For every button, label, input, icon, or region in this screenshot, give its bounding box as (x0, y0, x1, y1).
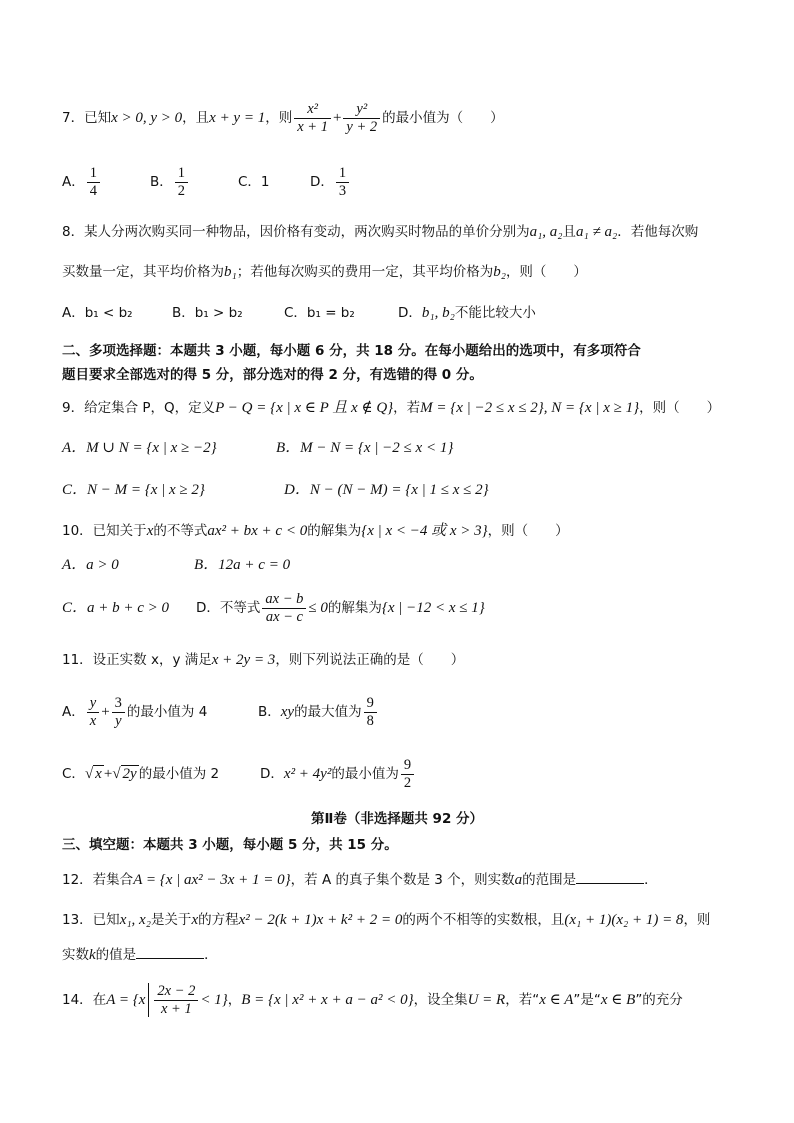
q7-options (62, 162, 754, 202)
q7-then: ，则 (265, 110, 293, 126)
q8-option-b: B．b₁ > b₂ (172, 305, 243, 321)
q9-options-cd (62, 480, 754, 500)
q9-option-d: D．N − (N − M) = {x | 1 ≤ x ≤ 2} (284, 482, 489, 498)
q7-equation: x + y = 1 (209, 110, 266, 126)
q10-option-c: C．a + b + c > 0 (62, 600, 170, 616)
q8-option-c: C．b₁ = b₂ (284, 305, 355, 321)
q11-option-c: C．√ x +√ 2y 的最小值为 2 (62, 766, 220, 782)
q10-option-b: B．12a + c = 0 (194, 557, 291, 573)
question-11: 11．设正实数 x，y 满足x + 2y = 3，则下列说法正确的是（ ） (62, 652, 465, 668)
q9-option-b: B．M − N = {x | −2 ≤ x < 1} (276, 440, 454, 456)
q9-option-a: A．M ∪ N = {x | x ≥ −2} (62, 440, 217, 456)
q11-options-cd (62, 754, 754, 794)
section-2-heading-line-2: 题目要求全部选对的得 5 分，部分选对的得 2 分，有选错的得 0 分。 (62, 367, 483, 383)
q7-option-c: C．1 (238, 174, 270, 190)
q11-option-d: D．x² + 4y²的最小值为 $\frac{9}{2}$ (260, 754, 416, 794)
q11-option-a: A． $\frac{y}{x}$ + $\frac{3}{y}$ 的最小值为 4 (62, 694, 208, 729)
question-10: 10．已知关于x的不等式ax² + bx + c < 0的解集为{x | x < −4 或 x > 3}，则（ ） (62, 523, 569, 539)
q10-option-a: A．a > 0 (62, 557, 119, 573)
question-8-line-1: 8．某人分两次购买同一种物品，因价格有变动，两次购买时物品的单价分别为a₁, a₂且a₁ ≠ a₂．若他每次购 (62, 224, 699, 240)
section-2-heading-line-1: 二、多项选择题：本题共 3 小题，每小题 6 分，共 18 分。在每小题给出的选项中，有多项符合 (62, 343, 641, 359)
q10-option-d: D．不等式 $\frac{ax - b}{ax - c}$ ≤ 0的解集为{x | −12 < x ≤ 1} (196, 590, 485, 625)
q8-option-a: A．b₁ < b₂ (62, 305, 133, 321)
question-7 (62, 98, 754, 138)
q8-option-d: D．b₁, b₂不能比较大小 (398, 305, 536, 321)
q7-plus: + (332, 110, 342, 126)
q7-fraction-2: $\frac{\text{y²}}{y + 2}$ (343, 101, 380, 136)
q10-options-cd (62, 588, 754, 628)
q8-options (62, 303, 754, 323)
q11-options-ab (62, 692, 754, 732)
question-13-line-2: 实数k的值是 ． (62, 944, 754, 965)
question-12: 12．若集合A = {x | ax² − 3x + 1 = 0}，若 A 的真子集个数是 3 个，则实数a的范围是 ． (62, 869, 754, 890)
q11-option-b: B．xy的最大值为 $\frac{9}{8}$ (258, 692, 379, 732)
q7-tail: 的最小值为（ ） (382, 110, 504, 126)
q9-options-ab (62, 438, 754, 458)
q12-answer-blank[interactable] (576, 869, 644, 884)
q7-lead: 7．已知 (62, 110, 112, 126)
question-9: 9．给定集合 P，Q，定义P − Q = {x | x ∈ P 且 x ∉ Q}，若M = {x | −2 ≤ x ≤ 2}, N = {x | x ≥ 1}，则（ ） (62, 400, 721, 416)
q7-condition: x > 0, y > 0 (111, 110, 183, 126)
q7-fraction-1: $\frac{\text{x²}}{x + 1}$ (294, 101, 331, 136)
q7-option-a: A． $\frac{1}{4}$ (62, 162, 150, 202)
q7-option-b: B． $\frac{1}{2}$ (150, 162, 238, 202)
part-2-title: 第Ⅱ卷（非选择题共 92 分） (310, 811, 484, 827)
q7-option-d: D． $\frac{1}{3}$ (310, 162, 351, 202)
q13-answer-blank[interactable] (136, 944, 204, 959)
q9-option-c: C．N − M = {x | x ≥ 2} (62, 482, 205, 498)
question-13-line-1: 13．已知x₁, x₂是关于x的方程x² − 2(k + 1)x + k² + 2 = 0的两个不相等的实数根，且(x₁ + 1)(x₂ + 1) = 8，则 (62, 912, 711, 928)
q10-options-ab (62, 555, 754, 575)
question-8-line-2: 买数量一定，其平均价格为b₁；若他每次购买的费用一定，其平均价格为b₂，则（ ） (62, 264, 587, 280)
question-14: 14．在A = {x $\frac{2x - 2}{x + 1}$ < 1}，B = {x | x² + x + a − a² < 0}，设全集U = R，若“x ∈ A”是“x ∈ B”的充分 (62, 982, 683, 1017)
section-3-heading: 三、填空题：本题共 3 小题，每小题 5 分，共 15 分。 (62, 837, 398, 853)
q7-mid: ，且 (182, 110, 210, 126)
